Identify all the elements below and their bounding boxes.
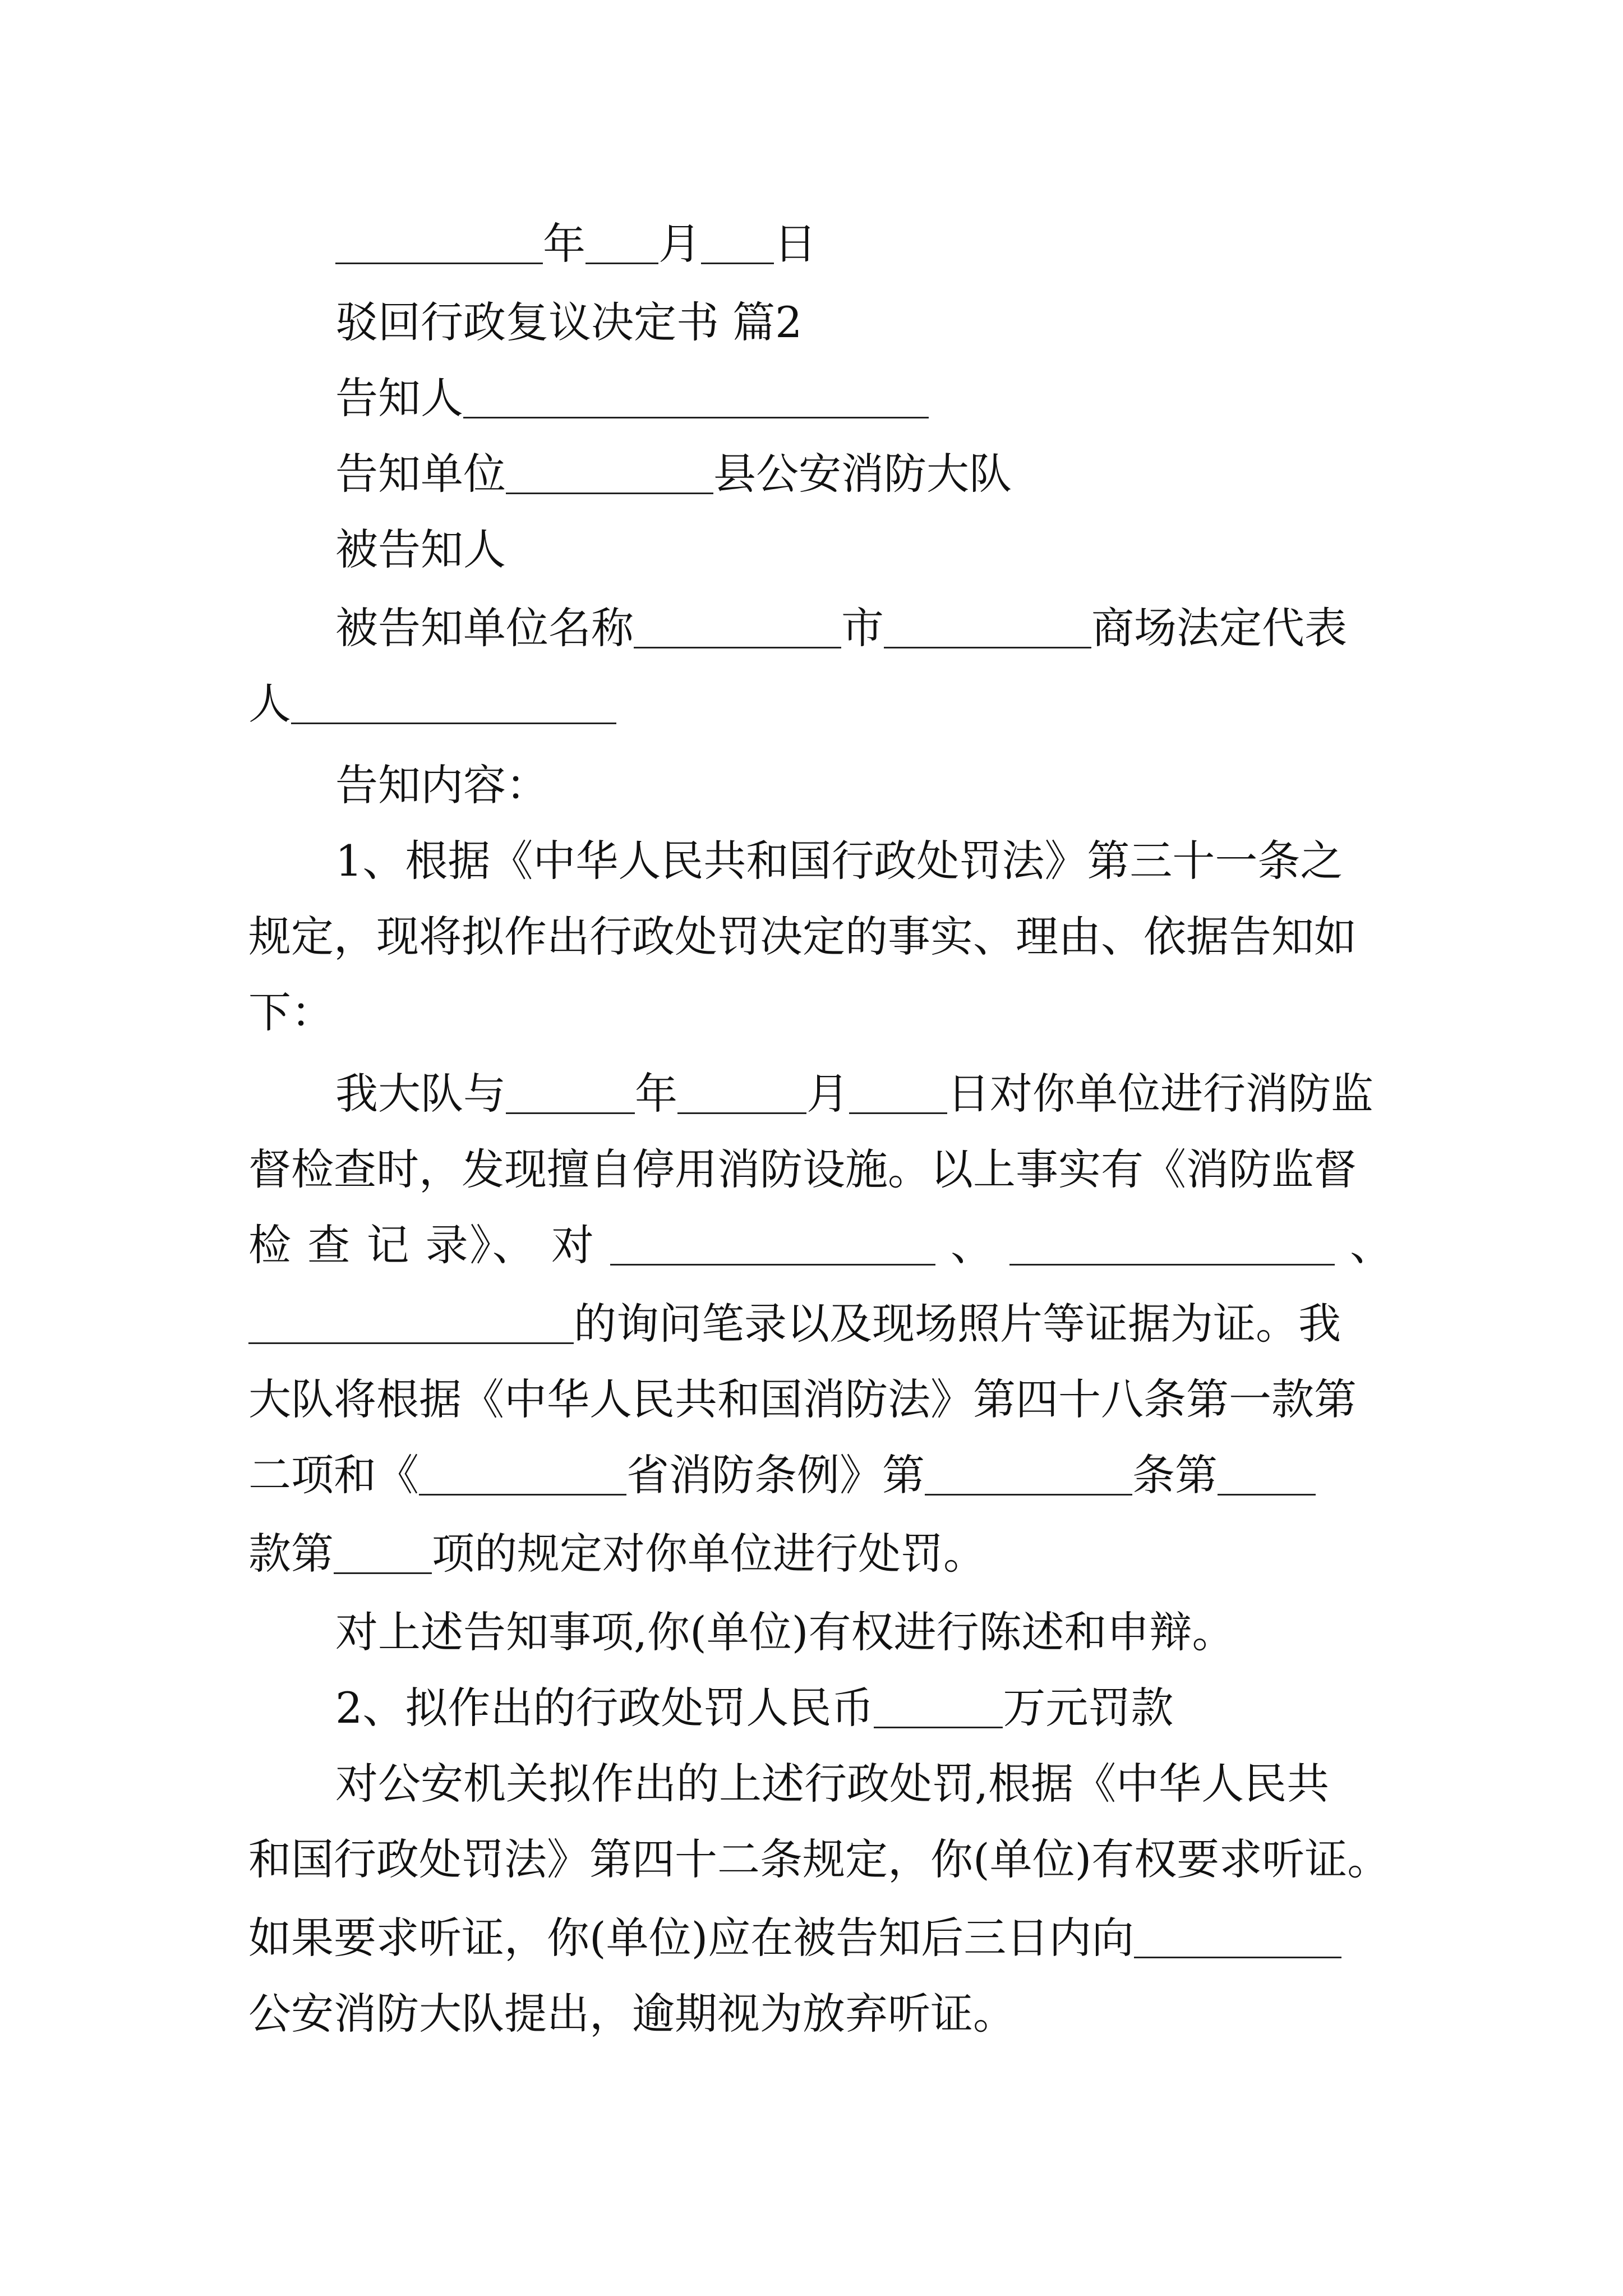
- witness-3-blank: [248, 1308, 574, 1344]
- paragraph-1-line-1: 1、根据《中华人民共和国行政处罚法》第三十一条之: [335, 836, 1343, 886]
- informer-unit-suffix: 县公安消防大队: [713, 449, 1012, 499]
- informed-person-line: 被告知人: [335, 524, 506, 574]
- fine-amount-blank: [874, 1692, 1003, 1728]
- legal-rep-blank: [291, 688, 616, 724]
- p2-text-a: 我大队与: [335, 1069, 506, 1119]
- informed-unit-cont-line: [248, 665, 1393, 743]
- item-blank: [334, 1538, 432, 1574]
- separator-1: 、: [951, 1220, 995, 1270]
- paragraph-2-line-7: [248, 1515, 1393, 1593]
- article-blank: [925, 1459, 1132, 1496]
- content-label: 告知内容：: [335, 760, 548, 810]
- informed-unit-rest: 商场法定代表: [1091, 603, 1347, 653]
- inspect-month-blank: [677, 1078, 806, 1114]
- legal-rep-label: 人: [248, 679, 291, 729]
- informer-unit-line: [248, 435, 1393, 513]
- city-blank: [884, 612, 1091, 648]
- informer-blank: [463, 382, 929, 418]
- city-label: 市: [841, 603, 884, 653]
- month-label: 月: [658, 219, 701, 269]
- clause-blank: [1218, 1459, 1316, 1496]
- separator-2: 、: [1349, 1220, 1393, 1270]
- paragraph-2-line-3: [248, 1206, 1393, 1285]
- paragraph-4: [248, 1669, 1393, 1747]
- paragraph-2-line-1: [248, 1055, 1393, 1133]
- paragraph-1-line-2: 规定，现将拟作出行政处罚决定的事实、理由、依据告知如: [248, 912, 1357, 961]
- inspect-year-blank: [506, 1078, 635, 1114]
- paragraph-2-line-5: 大队将根据《中华人民共和国消防法》第四十八条第一款第: [248, 1374, 1357, 1424]
- paragraph-2-line-6: [248, 1436, 1393, 1515]
- p2-month-label: 月: [806, 1069, 849, 1119]
- informed-unit-label: 被告知单位名称: [335, 603, 634, 653]
- p2-evidence-text: 的询问笔录以及现场照片等证据为证。我: [574, 1299, 1341, 1349]
- p4-text-b: 万元罚款: [1003, 1683, 1174, 1733]
- day-blank: [701, 228, 774, 264]
- p2-clause-text: 款第: [248, 1529, 334, 1579]
- witness-1-blank: [610, 1229, 935, 1266]
- province-blank: [419, 1459, 626, 1496]
- p2-article-text: 条第: [1132, 1450, 1218, 1500]
- paragraph-2-line-2: 督检查时，发现擅自停用消防设施。以上事实有《消防监督: [248, 1144, 1357, 1194]
- paragraph-5-line-1: 对公安机关拟作出的上述行政处罚,根据《中华人民共: [335, 1759, 1330, 1809]
- p2-penalty-text: 项的规定对你单位进行处罚。: [432, 1529, 986, 1579]
- paragraph-2-line-4: [248, 1285, 1393, 1363]
- informer-label: 告知人: [335, 373, 463, 423]
- informer-line: [248, 359, 1393, 438]
- paragraph-5-line-2: 和国行政处罚法》第四十二条规定，你(单位)有权要求听证。: [248, 1834, 1390, 1884]
- p2-item-text: 二项和《: [248, 1450, 419, 1500]
- informer-unit-blank: [506, 458, 713, 494]
- fire-brigade-blank: [1134, 1922, 1341, 1958]
- p5-hearing-text: 如果要求听证，你(单位)应在被告知后三日内向: [248, 1913, 1135, 1963]
- p2-text-d: 日对你单位进行消防监: [947, 1069, 1373, 1119]
- paragraph-1-line-3: 下：: [248, 987, 334, 1037]
- p2-regulation-text: 省消防条例》第: [626, 1450, 925, 1500]
- document-title: 驳回行政复议决定书 篇2: [335, 297, 803, 347]
- date-line: [248, 205, 1479, 283]
- informed-unit-blank: [634, 612, 841, 648]
- year-label: 年: [543, 219, 585, 269]
- p2-record-text: 检 查 记 录》、 对: [248, 1220, 596, 1270]
- p2-year-label: 年: [635, 1069, 677, 1119]
- paragraph-3: 对上述告知事项,你(单位)有权进行陈述和申辩。: [335, 1607, 1235, 1657]
- month-blank: [585, 228, 658, 264]
- inspect-day-blank: [849, 1078, 947, 1114]
- year-blank: [335, 228, 543, 264]
- witness-2-blank: [1009, 1229, 1335, 1266]
- p4-text-a: 2、拟作出的行政处罚人民币: [335, 1683, 874, 1733]
- informed-unit-line: [248, 589, 1393, 668]
- day-label: 日: [774, 219, 817, 269]
- paragraph-5-line-4: 公安消防大队提出，逾期视为放弃听证。: [248, 1989, 1016, 2039]
- paragraph-5-line-3: [248, 1899, 1393, 1977]
- informer-unit-label: 告知单位: [335, 449, 506, 499]
